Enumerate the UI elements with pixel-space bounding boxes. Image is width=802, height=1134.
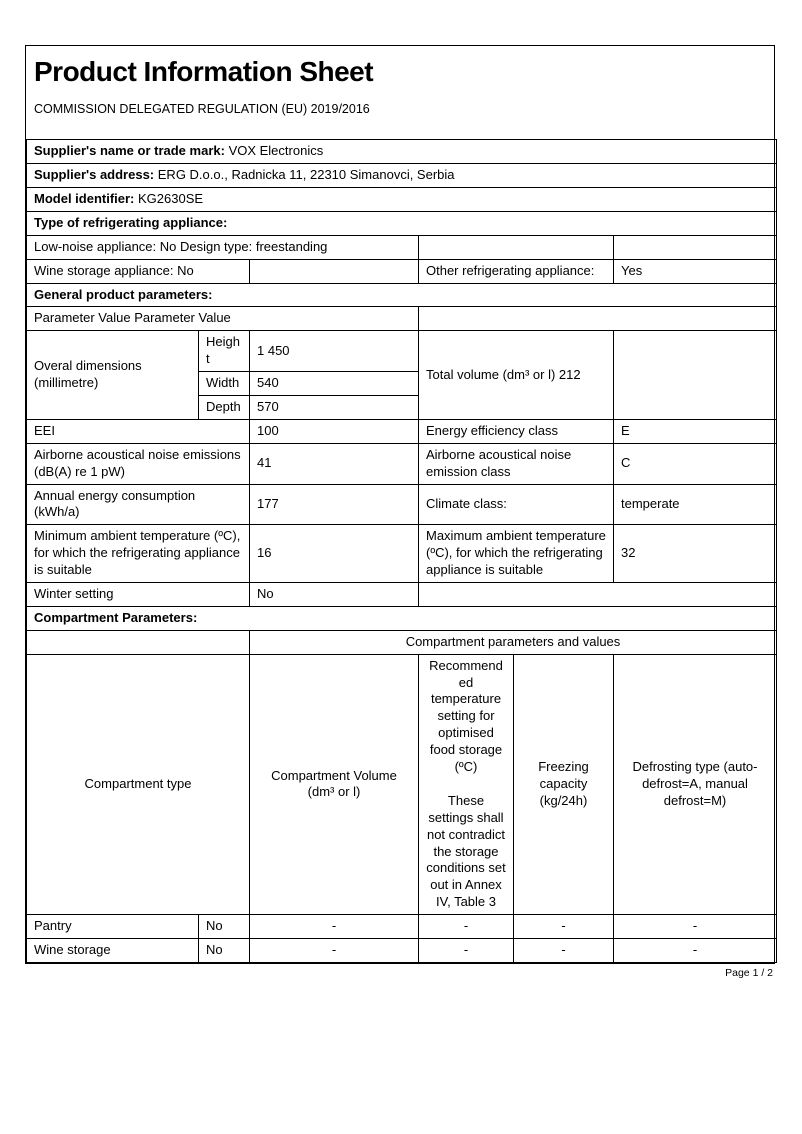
dimension-depth-value: 570 [250,395,419,419]
wine-storage-appliance-row [27,259,777,283]
model-identifier-value: KG2630SE [138,190,204,206]
compartment-span-header-cell: Compartment parameters and values [250,630,777,654]
general-heading-cell: General product parameters: [27,283,777,307]
eei-value-cell: 100 [250,419,419,443]
overall-dimensions-label-cell: Overal dimensions (millimetre) [27,331,199,420]
winter-setting-value-cell: No [250,583,419,607]
pantry-volume-cell: - [250,915,419,939]
type-heading-cell: Type of refrigerating appliance: [27,211,777,235]
total-volume-cell: Total volume (dm³ or l) 212 [419,331,614,420]
energy-consumption-label-cell: Annual energy consumption (kWh/a) [27,484,250,525]
wine-storage-empty-cell [250,259,419,283]
wine-temp-cell: - [419,939,514,963]
climate-class-value-cell: temperate [614,484,777,525]
page-title: Product Information Sheet [34,56,374,87]
document-header [26,46,774,139]
eei-label-cell: EEI [27,419,250,443]
supplier-name-label: Supplier's name or trade mark: [34,143,225,159]
page-number: Page 1 / 2 [725,966,773,979]
wine-present-cell: No [199,939,250,963]
total-volume-empty-cell [614,331,777,420]
supplier-name-cell [27,140,777,164]
noise-row [27,443,777,484]
noise-class-label-cell: Airborne acoustical noise emission class [419,443,614,484]
energy-class-label-cell: Energy efficiency class [419,419,614,443]
general-heading-row [27,283,777,307]
dimension-height-label: Height [199,331,250,372]
compartment-volume-header-cell: Compartment Volume (dm³ or l) [250,654,419,914]
winter-setting-label-cell: Winter setting [27,583,250,607]
temperature-header-text-1: Recommended temperature setting for optimised food storage (ºC) [429,657,503,775]
compartment-heading-row [27,606,777,630]
compartment-heading-cell: Compartment Parameters: [27,606,777,630]
compartment-span-empty-cell [27,630,250,654]
document [25,45,775,982]
min-ambient-label-cell: Minimum ambient temperature (ºC), for which the refrigerating appliance is suitable [27,525,250,583]
climate-class-label-cell: Climate class: [419,484,614,525]
pantry-temp-cell: - [419,915,514,939]
wine-defrost-cell: - [614,939,777,963]
ambient-temperature-row [27,525,777,583]
compartment-span-header-row [27,630,777,654]
low-noise-cell: Low-noise appliance: No Design type: freestanding [27,235,419,259]
dimensions-row-height [27,331,777,372]
compartment-row-pantry [27,915,777,939]
min-ambient-value-cell: 16 [250,525,419,583]
noise-label-cell: Airborne acoustical noise emissions (dB(A) re 1 pW) [27,443,250,484]
low-noise-empty-cell-1 [419,235,614,259]
compartment-column-header-row [27,654,777,914]
max-ambient-value-cell: 32 [614,525,777,583]
pantry-name-cell: Pantry [27,915,199,939]
type-heading-row [27,211,777,235]
energy-class-value-cell: E [614,419,777,443]
parameter-header-empty-cell [419,307,777,331]
low-noise-empty-cell-2 [614,235,777,259]
dimension-depth-label: Depth [199,395,250,419]
defrosting-type-header-cell: Defrosting type (auto-defrost=A, manual defrost=M) [614,654,777,914]
temperature-header-text-2: These settings shall not contradict the storage conditions set out in Annex IV, Table 3 [426,792,506,910]
eei-row [27,419,777,443]
supplier-name-row [27,140,777,164]
parameter-header-row [27,307,777,331]
product-info-table [26,139,777,963]
pantry-present-cell: No [199,915,250,939]
supplier-address-cell [27,164,777,188]
wine-freezing-cell: - [514,939,614,963]
wine-storage-appliance-cell: Wine storage appliance: No [27,259,250,283]
compartment-temperature-header-cell [419,654,514,914]
supplier-address-label: Supplier's address: [34,167,155,183]
pantry-defrost-cell: - [614,915,777,939]
supplier-address-value: ERG D.o.o., Radnicka 11, 22310 Simanovci, Serbia [157,167,455,183]
model-identifier-label: Model identifier: [34,190,135,206]
dimension-height-value: 1 450 [250,331,419,372]
supplier-name-value: VOX Electronics [228,143,324,159]
dimension-width-value: 540 [250,372,419,396]
noise-class-value-cell: C [614,443,777,484]
model-identifier-cell [27,187,777,211]
model-identifier-row [27,187,777,211]
other-refrigerating-value-cell: Yes [614,259,777,283]
freezing-capacity-header-cell: Freezing capacity (kg/24h) [514,654,614,914]
noise-value-cell: 41 [250,443,419,484]
wine-name-cell: Wine storage [27,939,199,963]
other-refrigerating-label-cell: Other refrigerating appliance: [419,259,614,283]
compartment-type-header-cell: Compartment type [27,654,250,914]
pantry-freezing-cell: - [514,915,614,939]
product-information-sheet [25,45,775,964]
energy-consumption-row [27,484,777,525]
winter-setting-empty-cell [419,583,777,607]
energy-consumption-value-cell: 177 [250,484,419,525]
compartment-row-wine-storage [27,939,777,963]
low-noise-row [27,235,777,259]
winter-setting-row [27,583,777,607]
regulation-subtitle: COMMISSION DELEGATED REGULATION (EU) 2019/2016 [34,102,370,117]
wine-volume-cell: - [250,939,419,963]
supplier-address-row [27,164,777,188]
max-ambient-label-cell: Maximum ambient temperature (ºC), for which the refrigerating appliance is suitable [419,525,614,583]
parameter-header-cell: Parameter Value Parameter Value [27,307,419,331]
dimension-width-label: Width [199,372,250,396]
